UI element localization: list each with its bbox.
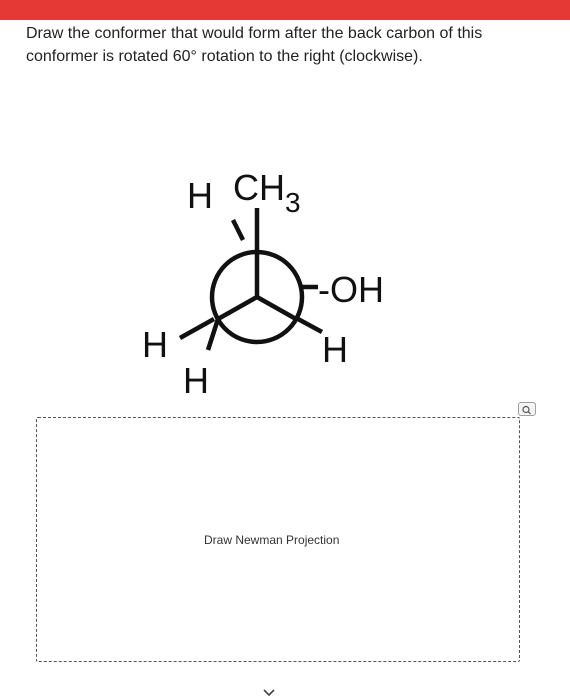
label-right-h: H xyxy=(322,329,348,370)
zoom-icon xyxy=(519,404,535,416)
chevron-down-icon[interactable] xyxy=(262,688,276,698)
bond-top-left xyxy=(233,220,243,240)
zoom-button[interactable] xyxy=(518,402,536,416)
question-text: Draw the conformer that would form after the back carbon of this conformer is rotated 60° rotation to the right (clockwise). xyxy=(26,25,483,65)
label-ch3-sub: 3 xyxy=(285,187,301,218)
label-bottom-h: H xyxy=(183,360,209,401)
draw-area-label: Draw Newman Projection xyxy=(204,533,340,547)
label-ch3-main: CH xyxy=(233,167,285,208)
back-bond-lower-right xyxy=(298,319,322,332)
label-left-h: H xyxy=(142,324,168,365)
front-bond-left xyxy=(218,297,257,319)
back-bond-left xyxy=(180,319,214,338)
label-oh: -OH xyxy=(318,269,384,310)
front-bond-right xyxy=(257,297,296,319)
label-ch3 xyxy=(233,167,301,218)
label-top-left-h: H xyxy=(187,175,213,216)
